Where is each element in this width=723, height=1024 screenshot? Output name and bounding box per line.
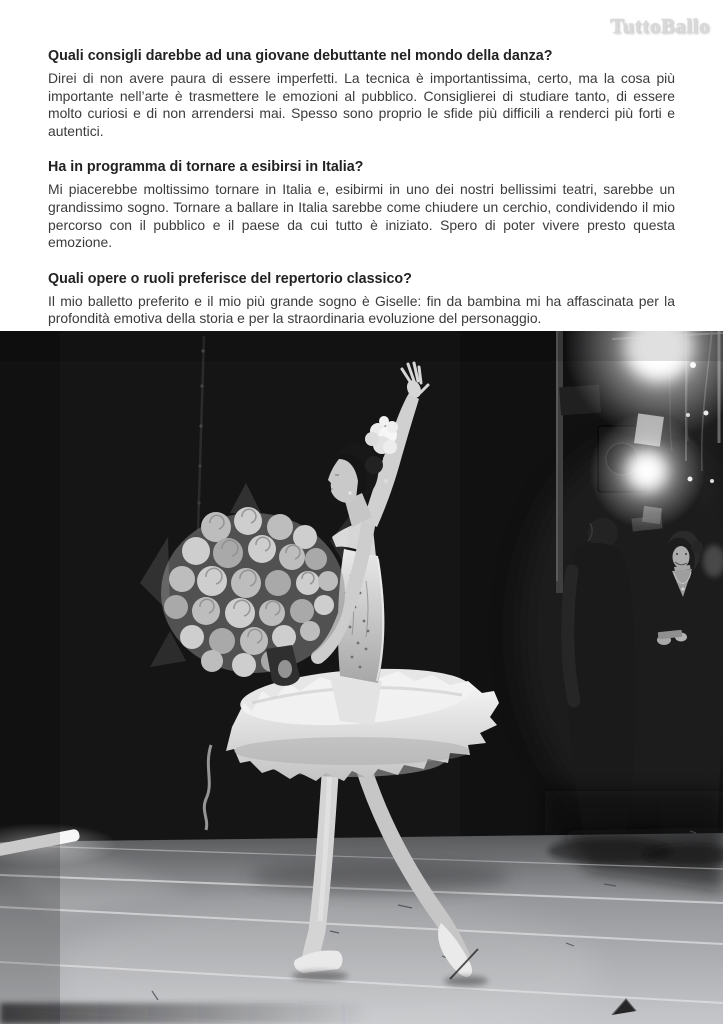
stage-photo [0, 331, 723, 1024]
answer-paragraph: Direi di non avere paura di essere imperfetti. La tecnica è importantissima, certo, ma la cosa più importante nell’arte è trasmettere le emozioni al pubblico. Consiglierei di studiare tanto, di essere molto curiosi e di non arrendersi mai. Spesso sono proprio le sfide più difficili a renderci più forti e autentici. [48, 70, 675, 139]
bouquet-knot [278, 660, 292, 678]
question-heading: Ha in programma di tornare a esibirsi in Italia? [48, 159, 364, 176]
answer-paragraph: Mi piacerebbe moltissimo tornare in Italia e, esibirmi in uno dei nostri bellissimi teatri, sarebbe un grandissimo sogno. Tornare a ballare in Italia sarebbe come chiudere un cerchio, condividendo il mio percorso con il pubblico e il paese da cui tutto è iniziato. Spero di poter vivere presto questa emozione. [48, 181, 675, 251]
earring [348, 491, 351, 494]
answer-paragraph: Il mio balletto preferito e il mio più grande sogno è Giselle: fin da bambina mi ha affascinata per la profondità emotiva della storia e per la straordinaria evoluzione del personaggio. [48, 292, 675, 327]
ballerina-floor-shadow [250, 860, 510, 892]
question-heading: Quali opere o ruoli preferisce del repertorio classico? [48, 270, 412, 287]
qa-section [48, 158, 675, 251]
masthead-logo: TuttoBallo [610, 14, 710, 38]
stage-floor [0, 827, 723, 1024]
question-heading: Quali consigli darebbe ad una giovane debuttante nel mondo della danza? [48, 48, 553, 64]
hair-bun [365, 456, 383, 474]
qa-section [48, 47, 675, 140]
